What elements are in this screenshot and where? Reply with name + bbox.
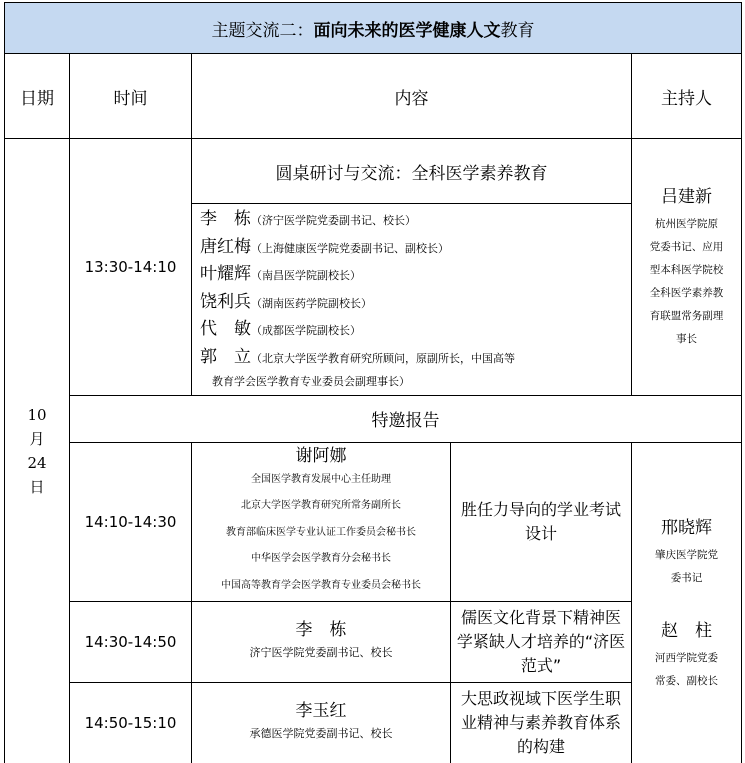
invited-host-desc: 肇庆医学院党 委书记 [632, 544, 741, 590]
talk-speaker-cell [192, 442, 451, 602]
date-cell [5, 139, 70, 763]
roundtable-host-cell [632, 139, 742, 396]
talk-time: 14:30-14:50 [70, 602, 192, 683]
panelists-cell [192, 204, 632, 396]
header-host: 主持人 [632, 54, 742, 139]
panelist: 饶利兵（湖南医药学院副校长） [200, 289, 625, 317]
talk-row [5, 442, 742, 602]
roundtable-host-name: 吕建新 [632, 182, 741, 207]
talk-row [5, 602, 742, 683]
header-content: 内容 [192, 54, 632, 139]
title-bold: 面向未来的医学健康人文 [314, 21, 501, 41]
header-row [5, 54, 742, 139]
header-date: 日期 [5, 54, 70, 139]
date-num: 24 [5, 451, 69, 475]
title-row [5, 3, 742, 54]
talk-speaker-cell [192, 683, 451, 763]
talk-speaker-role: 中华医学会医学教育分会秘书长 [194, 546, 448, 573]
date-month: 月 [5, 427, 69, 451]
panelist: 唐红梅（上海健康医学院党委副书记、副校长） [200, 234, 625, 262]
date-day: 10 [5, 403, 69, 427]
talk-row [5, 683, 742, 763]
talk-topic: 大思政视域下医学生职业精神与素养教育体系的构建 [451, 683, 632, 763]
talk-speaker-role: 济宁医学院党委副书记、校长 [194, 641, 448, 665]
title-prefix: 主题交流二： [212, 21, 314, 41]
talk-speaker-role: 北京大学医学教育研究所常务副所长 [194, 493, 448, 520]
panelist-continuation: 教育学会医学教育专业委员会副理事长） [200, 372, 625, 392]
talk-speaker-name: 李 栋 [194, 619, 448, 641]
roundtable-host-desc: 杭州医学院原 党委书记、应用 型本科医学院校 全科医学素养教 育联盟常务副理 事长 [632, 213, 741, 351]
agenda-frame [4, 2, 741, 759]
header-time: 时间 [70, 54, 192, 139]
title-suffix: 教育 [501, 21, 535, 41]
panelist: 郭 立（北京大学医学教育研究所顾问，原副所长，中国高等 [200, 344, 625, 372]
invited-title: 特邀报告 [70, 395, 742, 442]
talk-topic: 胜任力导向的学业考试设计 [451, 442, 632, 602]
roundtable-time: 13:30-14:10 [70, 139, 192, 396]
invited-title-row [5, 395, 742, 442]
invited-host-name: 赵 柱 [632, 616, 741, 641]
roundtable-title: 圆桌研讨与交流：全科医学素养教育 [192, 139, 632, 204]
panelist: 李 栋（济宁医学院党委副书记、校长） [200, 206, 625, 234]
talk-speaker-role: 承德医学院党委副书记、校长 [194, 722, 448, 746]
talk-speaker-cell [192, 602, 451, 683]
talk-speaker-name: 李玉红 [194, 700, 448, 722]
talk-speaker-role: 中国高等教育学会医学教育专业委员会秘书长 [194, 573, 448, 600]
invited-host-name: 邢晓辉 [632, 513, 741, 538]
talk-speaker-name: 谢阿娜 [194, 445, 448, 467]
host-spacer [632, 590, 741, 616]
invited-host-desc: 河西学院党委 常委、副校长 [632, 647, 741, 693]
panelist: 叶耀辉（南昌医学院副校长） [200, 261, 625, 289]
talk-speaker-role: 教育部临床医学专业认证工作委员会秘书长 [194, 520, 448, 547]
date-suffix: 日 [5, 475, 69, 499]
invited-hosts-cell [632, 442, 742, 763]
talk-speaker-role: 全国医学教育发展中心主任助理 [194, 467, 448, 494]
agenda-table [4, 2, 742, 763]
talk-time: 14:10-14:30 [70, 442, 192, 602]
talk-topic: 儒医文化背景下精神医学紧缺人才培养的“济医范式” [451, 602, 632, 683]
panelist: 代 敏（成都医学院副校长） [200, 316, 625, 344]
session-title [5, 3, 742, 54]
roundtable-title-row [5, 139, 742, 204]
talk-time: 14:50-15:10 [70, 683, 192, 763]
